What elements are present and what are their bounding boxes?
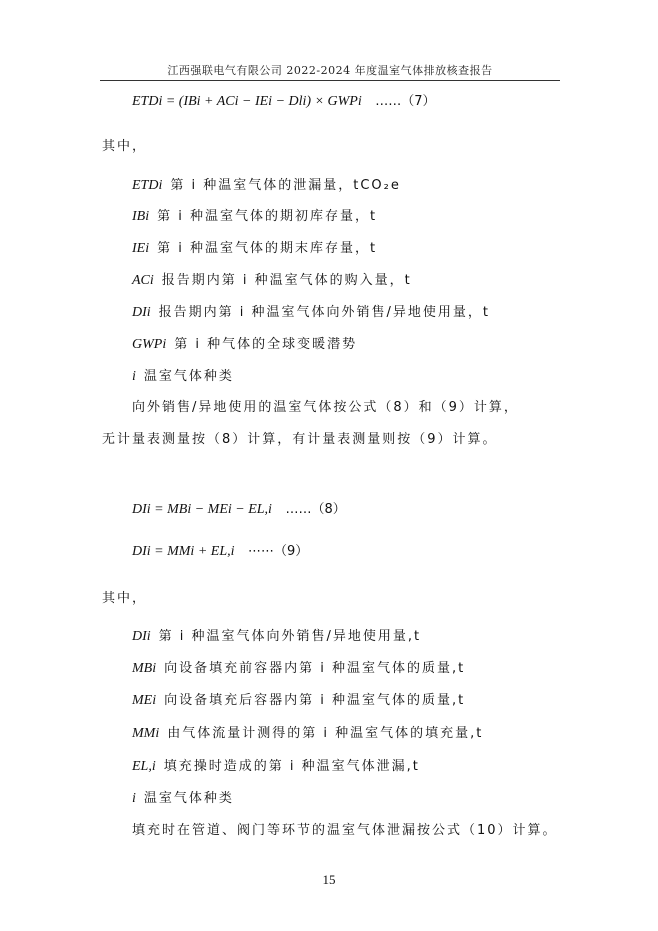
def-row xyxy=(132,757,420,776)
def-text: 第 i 种温室气体的泄漏量，tCO₂e xyxy=(170,178,401,193)
def-row xyxy=(132,303,490,322)
def-row xyxy=(132,367,234,386)
def-symbol: MEi xyxy=(132,693,157,708)
formula-7-number: ……（7） xyxy=(375,94,436,109)
def-symbol: MBi xyxy=(132,661,157,676)
def-row xyxy=(132,207,377,226)
def-row xyxy=(132,335,357,354)
def-symbol: EL,i xyxy=(132,759,156,774)
def-symbol: ETDi xyxy=(132,178,163,193)
def-text: 报告期内第 i 种温室气体向外销售/异地使用量，t xyxy=(158,305,491,320)
where-label-1: 其中， xyxy=(102,139,148,154)
def-text: 第 i 种温室气体向外销售/异地使用量,t xyxy=(158,629,422,644)
def-text: 填充操时造成的第 i 种温室气体泄漏,t xyxy=(163,759,420,774)
def-row xyxy=(132,691,465,710)
def-row xyxy=(132,789,234,808)
def-symbol: IEi xyxy=(132,241,150,256)
def-symbol: GWPi xyxy=(132,337,167,352)
def-text: 温室气体种类 xyxy=(143,369,234,384)
def-row xyxy=(132,176,401,195)
where-label-2: 其中， xyxy=(102,591,148,606)
def-row xyxy=(132,271,412,290)
formula-7-expr: ETDi = (IBi + ACi − IEi − Dli) × GWPi xyxy=(132,94,362,109)
def-row xyxy=(132,239,377,258)
def-symbol: MMi xyxy=(132,726,160,741)
def-row xyxy=(132,659,465,678)
def-text: 报告期内第 i 种温室气体的购入量，t xyxy=(161,273,412,288)
def-text: 由气体流量计测得的第 i 种温室气体的填充量,t xyxy=(167,726,484,741)
def-text: 第 i 种温室气体的期末库存量，t xyxy=(157,241,378,256)
formula-7 xyxy=(132,93,436,111)
formula-8 xyxy=(132,501,346,519)
header-rule xyxy=(100,80,560,81)
def-symbol: DIi xyxy=(132,629,151,644)
formula-8-number: ……（8） xyxy=(285,502,346,517)
formula-9-expr: DIi = MMi + EL,i xyxy=(132,544,235,559)
def-text: 温室气体种类 xyxy=(143,791,234,806)
def-row xyxy=(132,724,483,743)
paragraph-line: 向外销售/异地使用的温室气体按公式（8）和（9）计算， xyxy=(132,400,519,415)
formula-9-number: ⋯⋯（9） xyxy=(248,544,309,559)
def-symbol: IBi xyxy=(132,209,150,224)
def-symbol: DIi xyxy=(132,305,151,320)
def-symbol: ACi xyxy=(132,273,154,288)
formula-8-expr: DIi = MBi − MEi − EL,i xyxy=(132,502,272,517)
def-text: 第 i 种气体的全球变暖潜势 xyxy=(174,337,358,352)
def-text: 第 i 种温室气体的期初库存量，t xyxy=(157,209,378,224)
def-text: 向设备填充后容器内第 i 种温室气体的质量,t xyxy=(164,693,466,708)
header-title: 江西强联电气有限公司 2022-2024 年度温室气体排放核查报告 xyxy=(167,64,493,77)
formula-9 xyxy=(132,543,308,561)
def-row xyxy=(132,627,421,646)
page-number: 15 xyxy=(322,872,336,887)
def-symbol: i xyxy=(132,369,136,384)
paragraph-line: 无计量表测量按（8）计算，有计量表测量则按（9）计算。 xyxy=(102,432,498,447)
def-text: 向设备填充前容器内第 i 种温室气体的质量,t xyxy=(164,661,466,676)
def-symbol: i xyxy=(132,791,136,806)
paragraph-line: 填充时在管道、阀门等环节的温室气体泄漏按公式（10）计算。 xyxy=(132,823,558,838)
